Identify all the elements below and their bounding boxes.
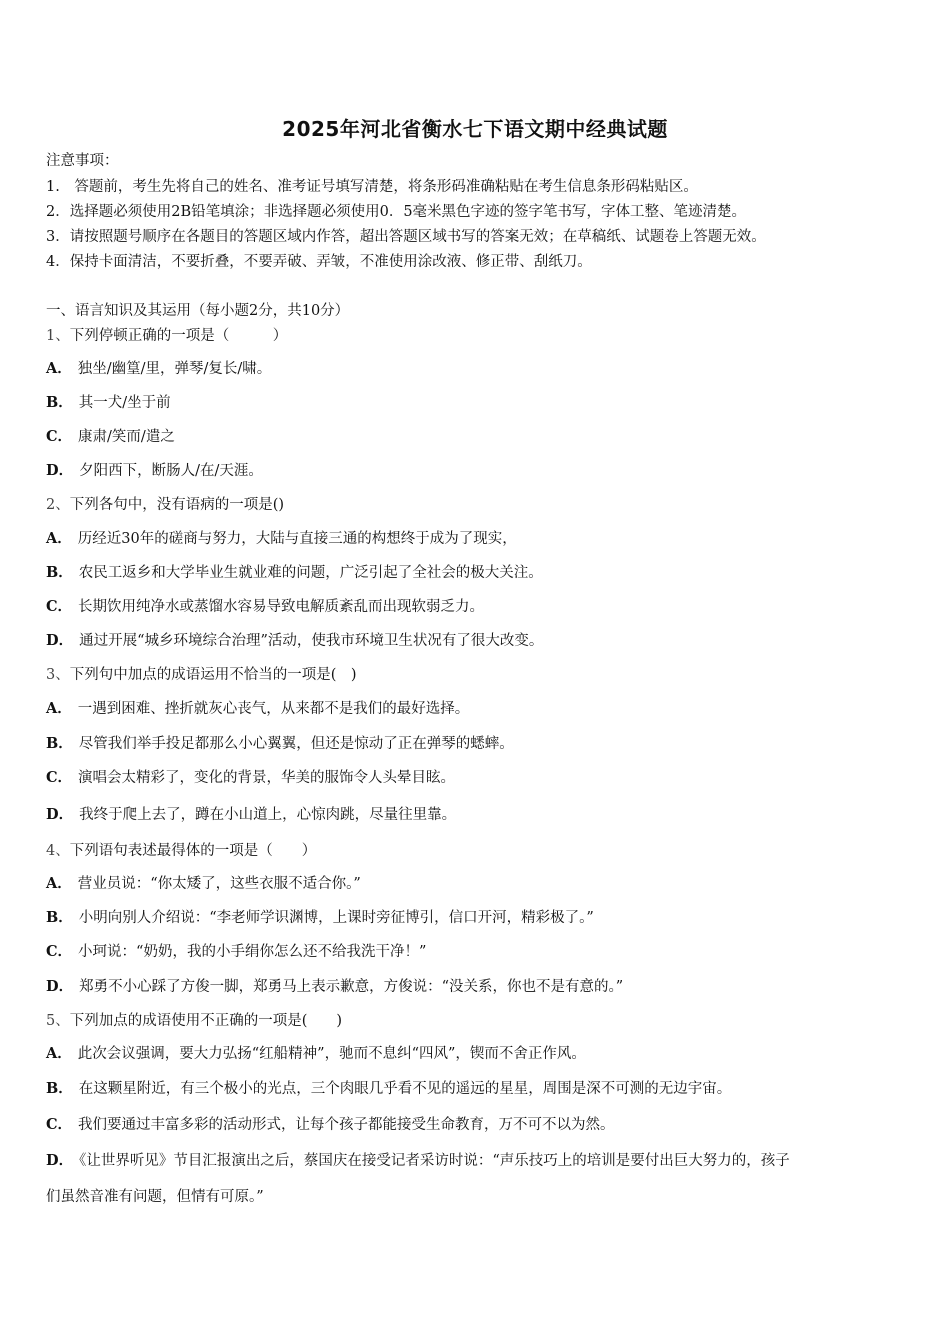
notice-heading: 注意事项： <box>46 153 119 169</box>
option-text: 尽管我们举手投足都那么小心翼翼，但还是惊动了正在弹琴的蟋蟀。 <box>78 736 514 752</box>
question-number: 4、 <box>46 843 70 859</box>
option <box>46 529 517 549</box>
option-letter: A． <box>46 875 72 892</box>
option-letter: C． <box>46 769 73 786</box>
option-letter: B． <box>46 1080 73 1097</box>
question-text: 下列各句中，没有语病的一项是() <box>69 497 285 513</box>
notice-item: 3．请按照题号顺序在各题目的答题区域内作答，超出答题区域书写的答案无效；在草稿纸、试题卷上答题无效。 <box>46 229 766 245</box>
option <box>46 597 484 617</box>
option-letter: A． <box>46 360 72 377</box>
question-number: 5、 <box>46 1013 70 1029</box>
question-stem <box>46 326 287 346</box>
option-text: 独坐/幽篁/里，弹琴/复长/啸。 <box>77 361 272 377</box>
option <box>46 805 456 825</box>
option-letter: C． <box>46 598 73 615</box>
option <box>46 359 271 379</box>
option-text: 小珂说：“奶奶，我的小手绢你怎么还不给我洗干净！” <box>78 944 427 960</box>
option-text: 在这颗星附近，有三个极小的光点，三个肉眼几乎看不见的遥远的星星，周围是深不可测的无边宇宙。 <box>78 1081 732 1097</box>
option <box>46 1151 790 1171</box>
option <box>46 942 426 962</box>
option-text: 农民工返乡和大学毕业生就业难的问题，广泛引起了全社会的极大关注。 <box>78 565 543 581</box>
option-text: 其一犬/坐于前 <box>78 395 171 411</box>
option-text: 夕阳西下，断肠人/在/天涯。 <box>79 463 263 479</box>
question-text: 下列句中加点的成语运用不恰当的一项是( ) <box>69 667 357 683</box>
notice-item: 2．选择题必须使用2B铅笔填涂；非选择题必须使用0．5毫米黑色字迹的签字笔书写，字体工整、笔迹清楚。 <box>46 204 747 220</box>
page-title: 2025年河北省衡水七下语文期中经典试题 <box>282 117 668 141</box>
notice-item: 1. 答题前，考生先将自己的姓名、准考证号填写清楚，将条形码准确粘贴在考生信息条形码粘贴区。 <box>46 179 698 195</box>
option-text: 一遇到困难、挫折就灰心丧气，从来都不是我们的最好选择。 <box>77 701 470 717</box>
option-letter: A． <box>46 700 72 717</box>
option-letter: C． <box>46 428 73 445</box>
question-text: 下列停顿正确的一项是（ ） <box>69 328 288 344</box>
notice-item: 4．保持卡面清洁，不要折叠，不要弄破、弄皱，不准使用涂改液、修正带、刮纸刀。 <box>46 254 592 270</box>
option-text: 历经近30年的磋商与努力，大陆与直接三通的构想终于成为了现实， <box>77 531 517 547</box>
option <box>46 977 623 997</box>
section-heading: 一、语言知识及其运用（每小题2分，共10分） <box>46 303 350 319</box>
question-number: 1、 <box>46 328 70 344</box>
option-letter: D． <box>46 806 74 823</box>
option-text: 郑勇不小心踩了方俊一脚，郑勇马上表示歉意，方俊说：“没关系，你也不是有意的。” <box>79 979 624 995</box>
option-letter: D． <box>46 978 74 995</box>
option-letter: D． <box>46 632 74 649</box>
option-letter: B． <box>46 735 73 752</box>
option-letter: D． <box>46 1152 74 1169</box>
option <box>46 461 263 481</box>
option <box>46 908 594 928</box>
option-letter: B． <box>46 564 73 581</box>
option-text: 我们要通过丰富多彩的活动形式，让每个孩子都能接受生命教育，万不可不以为然。 <box>78 1117 615 1133</box>
option-text: 此次会议强调，要大力弘扬“红船精神”，驰而不息纠“四风”，锲而不舍正作风。 <box>77 1046 586 1062</box>
option <box>46 1044 586 1064</box>
option-continuation: 们虽然音准有问题，但情有可原。” <box>46 1189 264 1205</box>
question-stem <box>46 1011 342 1031</box>
option-letter: C． <box>46 943 73 960</box>
question-number: 2、 <box>46 497 70 513</box>
option-text: 《让世界听见》节目汇报演出之后，蔡国庆在接受记者采访时说：“声乐技巧上的培训是要付出巨大努力的，孩子 <box>79 1153 790 1169</box>
option-text: 长期饮用纯净水或蒸馏水容易导致电解质紊乱而出现软弱乏力。 <box>78 599 485 615</box>
option-text: 演唱会太精彩了，变化的背景，华美的服饰令人头晕目眩。 <box>78 770 456 786</box>
question-stem <box>46 665 357 685</box>
option-text: 我终于爬上去了，蹲在小山道上，心惊肉跳，尽量往里靠。 <box>79 807 457 823</box>
option <box>46 768 455 788</box>
option <box>46 734 514 754</box>
option-letter: B． <box>46 909 73 926</box>
question-stem <box>46 495 284 515</box>
option-letter: A． <box>46 1045 72 1062</box>
option <box>46 1079 731 1099</box>
option-text: 营业员说：“你太矮了，这些衣服不适合你。” <box>77 876 361 892</box>
question-number: 3、 <box>46 667 70 683</box>
question-stem <box>46 841 316 861</box>
option <box>46 393 171 413</box>
option <box>46 699 469 719</box>
option-letter: A． <box>46 530 72 547</box>
option <box>46 563 543 583</box>
option <box>46 631 543 651</box>
option-letter: C． <box>46 1116 73 1133</box>
option <box>46 874 361 894</box>
option-text: 通过开展“城乡环境综合治理”活动，使我市环境卫生状况有了很大改变。 <box>79 633 544 649</box>
option-text: 小明向别人介绍说：“李老师学识渊博，上课时旁征博引，信口开河，精彩极了。” <box>78 910 594 926</box>
option <box>46 1115 615 1135</box>
question-text: 下列加点的成语使用不正确的一项是( ) <box>69 1013 343 1029</box>
option <box>46 427 175 447</box>
question-text: 下列语句表述最得体的一项是（ ） <box>69 843 317 859</box>
option-letter: D． <box>46 462 74 479</box>
option-text: 康肃/笑而/遣之 <box>78 429 175 445</box>
option-letter: B． <box>46 394 73 411</box>
